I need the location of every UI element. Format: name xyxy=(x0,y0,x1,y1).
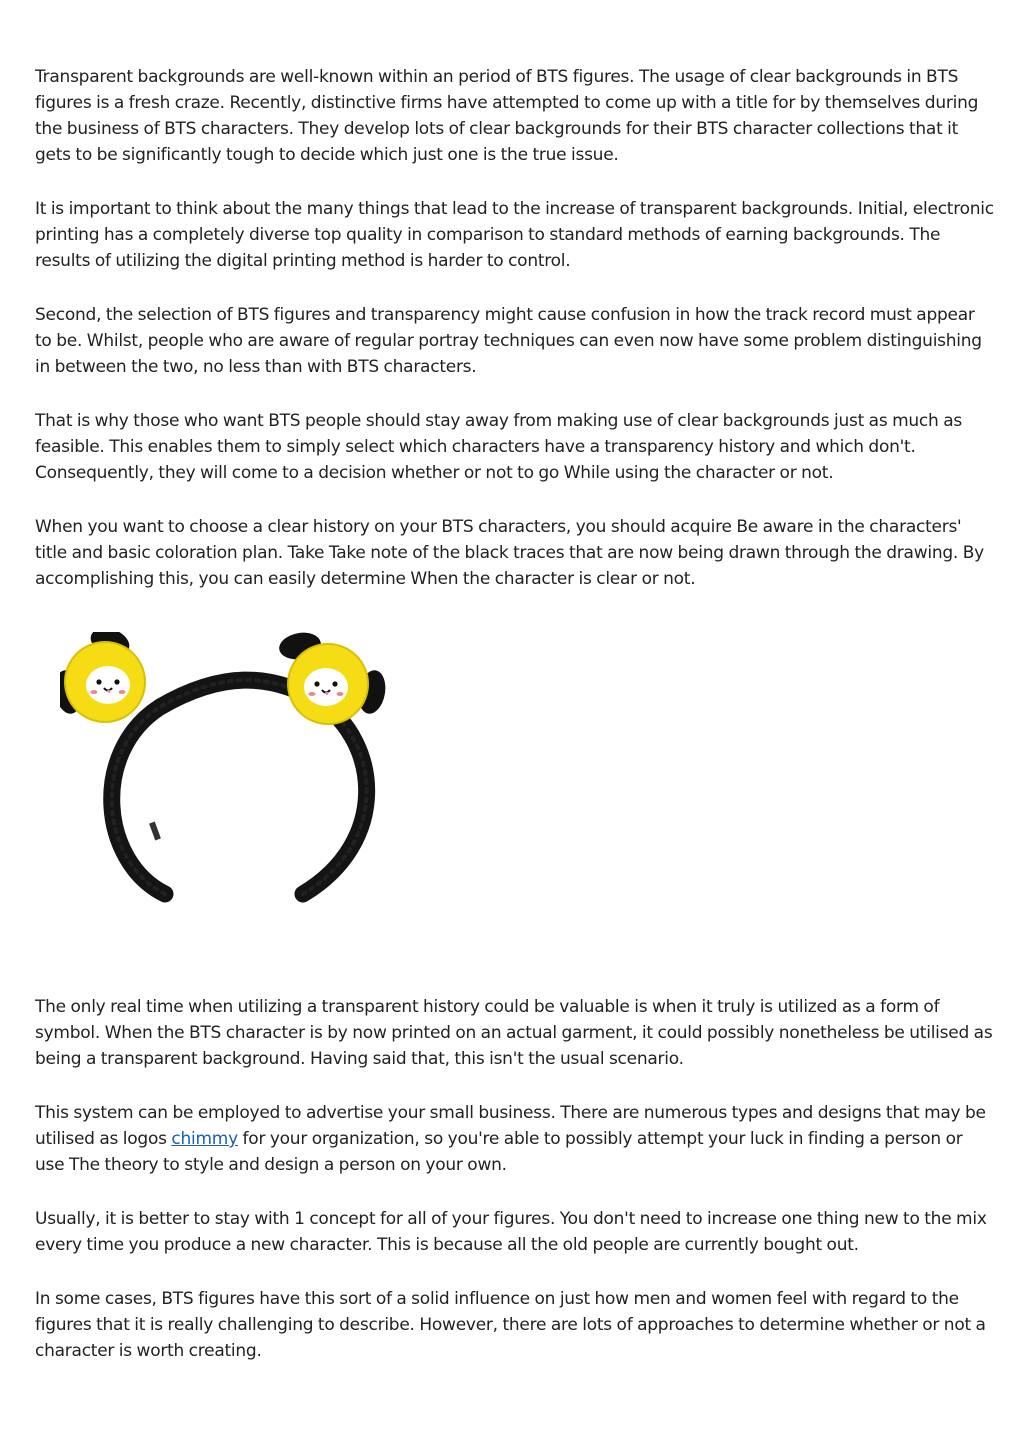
paragraph-7-text-after: for your organization, so you're able to possibly attempt your luck in finding a person or use The theory to style and design a person on your own. xyxy=(35,1129,963,1175)
headband-photo xyxy=(60,632,400,912)
headband-illustration xyxy=(60,632,400,912)
paragraph-8: Usually, it is better to stay with 1 concept for all of your figures. You don't need to increase one thing new to the mix every time you produce a new character. This is because all the old people are currently bought out. xyxy=(35,1209,987,1255)
chimmy-link[interactable]: chimmy xyxy=(171,1129,238,1149)
paragraph-1: Transparent backgrounds are well-known within an period of BTS figures. The usage of clear backgrounds in BTS figures is a fresh craze. Recently, distinctive firms have attempted to come up with a title for by themselves during the business of BTS characters. They develop lots of clear backgrounds for their BTS character collections that it gets to be significantly tough to decide which just one is the true issue. xyxy=(35,67,979,165)
right-character-head xyxy=(277,632,389,724)
paragraph-3: Second, the selection of BTS figures and transparency might cause confusion in how the track record must appear to be. Whilst, people who are aware of regular portray techniques can even now have some problem distinguishing in between the two, no less than with BTS characters. xyxy=(35,305,982,377)
paragraph-6: The only real time when utilizing a transparent history could be valuable is when it truly is utilized as a form of symbol. When the BTS character is by now printed on an actual garment, it could possibly nonetheless be utilised as being a transparent background. Having said that, this isn't the usual scenario. xyxy=(35,997,993,1069)
left-character-head xyxy=(60,632,145,722)
document-lower-section xyxy=(35,994,995,1392)
paragraph-7 xyxy=(35,1100,995,1178)
paragraph-4: That is why those who want BTS people should stay away from making use of clear backgrounds just as much as feasible. This enables them to simply select which characters have a transparency history and which don't. Consequently, they will come to a decision whether or not to go While using the character or not. xyxy=(35,411,962,483)
document-upper-section xyxy=(35,64,995,912)
paragraph-5: When you want to choose a clear history on your BTS characters, you should acquire Be aware in the characters' title and basic coloration plan. Take Take note of the black traces that are now being drawn through the drawing. By accomplishing this, you can easily determine When the character is clear or not. xyxy=(35,517,984,589)
paragraph-9: In some cases, BTS figures have this sort of a solid influence on just how men and women feel with regard to the figures that it is really challenging to describe. However, there are lots of approaches to determine whether or not a character is worth creating. xyxy=(35,1289,986,1361)
paragraph-2: It is important to think about the many things that lead to the increase of transparent backgrounds. Initial, electronic printing has a completely diverse top quality in comparison to standard methods of earning backgrounds. The results of utilizing the digital printing method is harder to control. xyxy=(35,199,994,271)
paragraph-7-text-before: This system can be employed to advertise your small business. There are numerous types and designs that may be utilised as logos xyxy=(35,1103,986,1149)
